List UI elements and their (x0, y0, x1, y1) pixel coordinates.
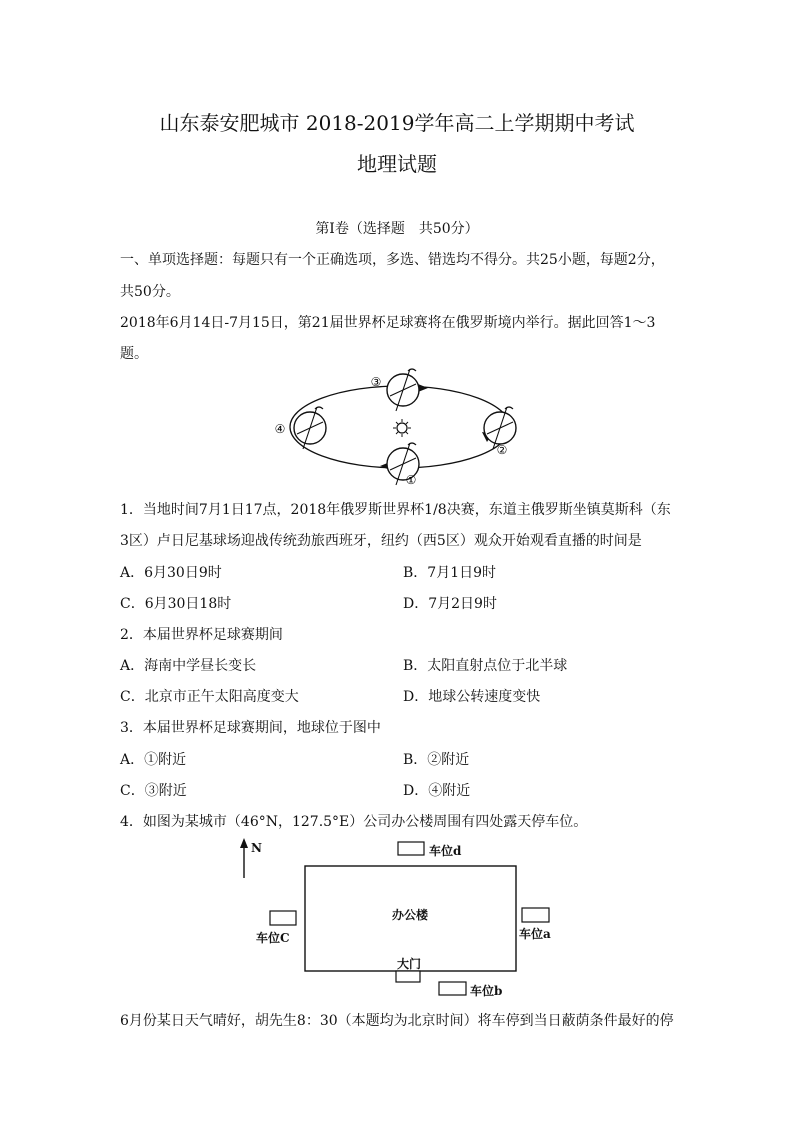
north-label: N (251, 841, 262, 855)
question-1-option-b: B．7月1日9时 (403, 565, 497, 581)
spot-c-label: 车位C (256, 931, 290, 945)
question-2-stem: 2．本届世界杯足球赛期间 (120, 627, 283, 643)
parking-spot-d (398, 842, 424, 855)
question-3-option-c: C．③附近 (120, 783, 187, 799)
question-1-stem-line-2: 3区）卢日尼基球场迎战传统劲旅西班牙，纽约（西5区）观众开始观看直播的时间是 (120, 533, 642, 549)
building-label: 办公楼 (392, 908, 429, 922)
spot-d-label: 车位d (429, 844, 462, 858)
gate (396, 971, 420, 982)
question-2-option-a: A．海南中学昼长变长 (120, 658, 257, 674)
question-2-option-d: D．地球公转速度变快 (403, 689, 541, 705)
orbit-label-3: ③ (370, 375, 382, 389)
intro-line-2: 题。 (120, 346, 148, 362)
tail-line-1: 6月份某日天气晴好，胡先生8：30（本题均为北京时间）将车停到当日蔽荫条件最好的停 (120, 1013, 674, 1029)
question-3-option-d: D．④附近 (403, 783, 471, 799)
parking-spot-b (439, 982, 466, 995)
spot-a-label: 车位a (519, 927, 551, 941)
orbit-label-2: ② (496, 443, 508, 457)
north-arrow-icon (240, 838, 248, 878)
parking-spot-a (522, 908, 549, 922)
spot-b-label: 车位b (470, 984, 503, 998)
question-3-option-a: A．①附近 (120, 752, 187, 768)
question-3-stem: 3．本届世界杯足球赛期间，地球位于图中 (120, 720, 381, 736)
paper-subtitle: 地理试题 (357, 152, 437, 176)
earth-position-3 (387, 369, 419, 411)
question-1-stem-line-1: 1．当地时间7月1日17点，2018年俄罗斯世界杯1/8决赛，东道主俄罗斯坐镇莫斯科（东 (120, 502, 671, 518)
question-2-option-b: B．太阳直射点位于北半球 (403, 658, 568, 674)
orbit-label-1: ① (405, 473, 417, 487)
instructions-line-2: 共50分。 (120, 284, 180, 300)
question-4-stem: 4．如图为某城市（46°N，127.5°E）公司办公楼周围有四处露天停车位。 (120, 814, 588, 830)
question-1-option-d: D．7月2日9时 (403, 596, 497, 612)
parking-spot-c (270, 911, 296, 925)
question-2-option-c: C．北京市正午太阳高度变大 (120, 689, 299, 705)
gate-label: 大门 (397, 957, 422, 971)
question-3-option-b: B．②附近 (403, 752, 470, 768)
section-heading: 第Ⅰ卷（选择题 共50分） (315, 221, 479, 237)
intro-line-1: 2018年6月14日-7月15日，第21届世界杯足球赛将在俄罗斯境内举行。据此回答1～3 (120, 315, 656, 331)
question-1-option-a: A．6月30日9时 (120, 565, 222, 581)
orbit-label-4: ④ (274, 422, 286, 436)
sun-icon (393, 419, 411, 437)
orbit-diagram (270, 365, 530, 490)
paper-title: 山东泰安肥城市 2018-2019学年高二上学期期中考试 (159, 111, 635, 135)
instructions-line-1: 一、单项选择题：每题只有一个正确选项，多选、错选均不得分。共25小题，每题2分， (120, 252, 665, 268)
question-1-option-c: C．6月30日18时 (120, 596, 232, 612)
